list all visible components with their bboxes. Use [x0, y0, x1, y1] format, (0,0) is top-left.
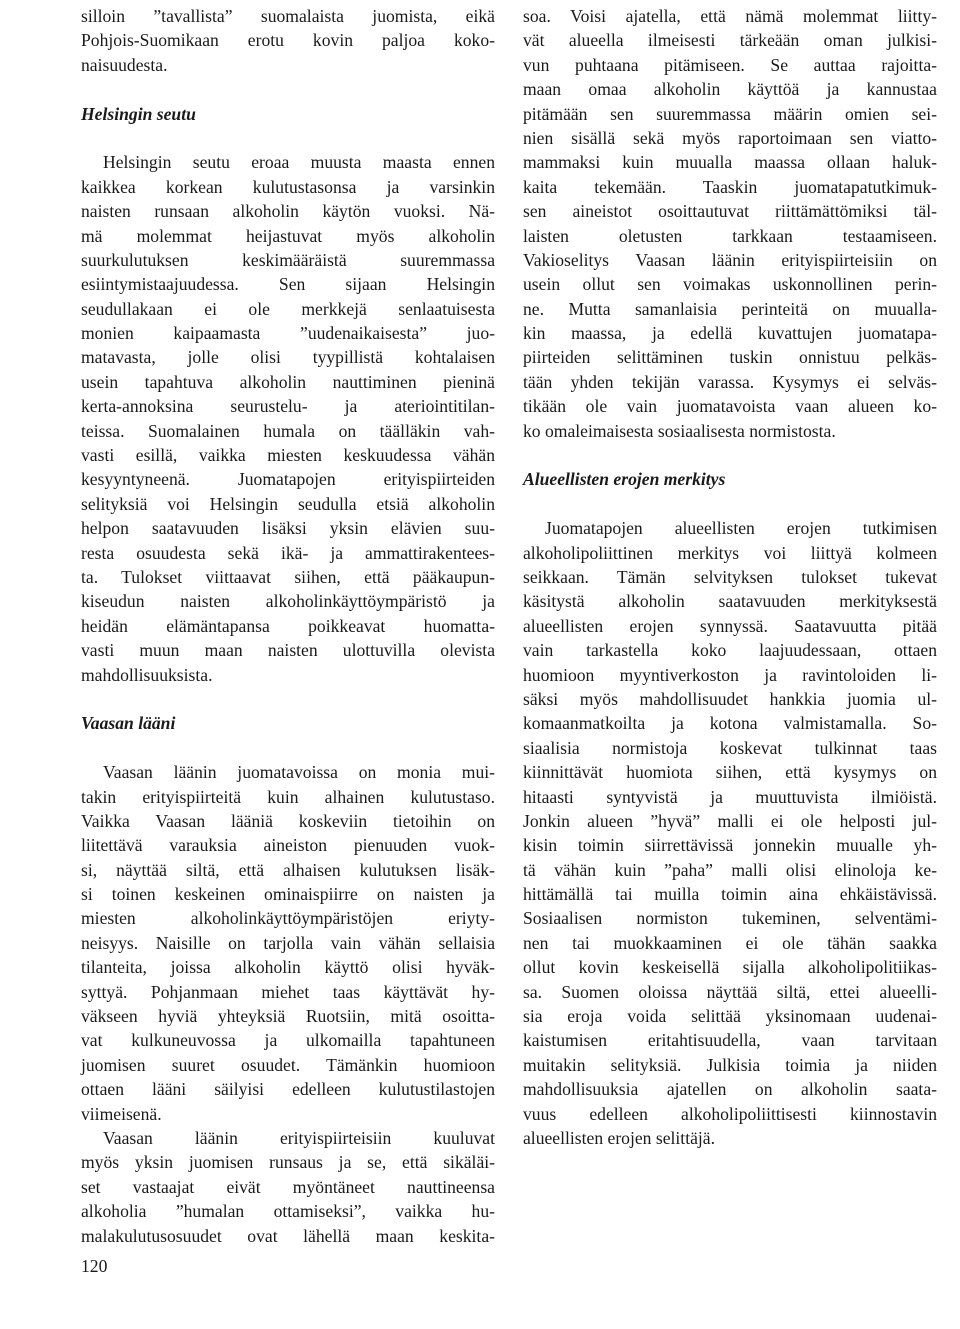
text-line: kaistumisen eritahtisuudella, vaan tarvitaan: [523, 1030, 937, 1051]
text-line: myös yksin juomisen runsaus ja se, että sikäläi-: [81, 1152, 495, 1173]
section-heading-vaasa: Vaasan lääni: [81, 713, 176, 734]
text-line: malakulutusosuudet ovat lähellä maan keskita-: [81, 1225, 495, 1246]
text-line: esiintymistaajuudessa. Sen sijaan Helsingin: [81, 274, 495, 295]
text-line: heidän elämäntapansa poikkeavat huomatta-: [81, 615, 495, 636]
text-line: alkoholipoliittinen merkitys voi liittyä kolmeen: [523, 542, 937, 563]
text-line: nien sisällä sekä myös raportoimaan sen viatto-: [523, 127, 937, 148]
text-line: Vaasan läänin erityispiirteisiin kuuluvat: [103, 1127, 495, 1148]
text-line: hitaasti syntyvistä ja muuttuvista ilmiöistä.: [523, 786, 937, 807]
text-line: mä molemmat heijastuvat myös alkoholin: [81, 225, 495, 246]
left-column: [81, 4, 495, 1248]
text-line: tilanteita, joissa alkoholin käyttö olisi hyväk-: [81, 957, 495, 978]
text-line: mahdollisuuksista.: [81, 664, 213, 685]
text-line: takin erityispiirteitä kuin alhainen kulutustaso.: [81, 786, 495, 807]
text-line: komaanmatkoilta ja kotona valmistamalla. So-: [523, 713, 937, 734]
text-line: suurkulutuksen keskimääräistä suuremmassa: [81, 249, 495, 270]
helsinki-paragraph: [81, 150, 495, 687]
intro-paragraph: [81, 4, 495, 77]
text-line: ne. Mutta samanlaisia perinteitä on muualla-: [523, 298, 937, 319]
text-line: sia eroja voida selittää yksinomaan uudenai-: [523, 1006, 937, 1027]
text-line: miesten alkoholinkäyttöympäristöjen eriyty-: [81, 908, 495, 929]
text-line: juomisen suuret osuudet. Tämänkin huomioon: [81, 1054, 495, 1075]
text-line: naisuudesta.: [81, 54, 168, 75]
text-line: ottaen lääni säilyisi edelleen kulutustilastojen: [81, 1079, 495, 1100]
text-line: alueellisten erojen synnyssä. Saatavuutta pitää: [523, 615, 937, 636]
text-line: seudullakaan ei ole merkkejä senlaatuisesta: [81, 298, 495, 319]
text-line: seikkaan. Tämän selvityksen tulokset tukevat: [523, 566, 937, 587]
text-line: tikään ole vain juomatavoista vaan alueen ko-: [523, 396, 937, 417]
section-heading-significance: Alueellisten erojen merkitys: [523, 469, 726, 490]
page-number: 120: [81, 1256, 108, 1276]
text-line: silloin ”tavallista” suomalaista juomista, eikä: [81, 6, 495, 26]
text-line: kaita tekemään. Taaskin juomatapatutkimuk-: [523, 176, 937, 197]
text-line: vat kulkuneuvossa ja ulkomailla tapahtuneen: [81, 1030, 495, 1051]
text-line: vasti muun maan naisten ulottuvilla olevista: [81, 640, 495, 661]
vaasa-paragraph-1: [81, 760, 495, 1126]
text-line: huomioon myyntiverkoston ja ravintoloiden li-: [523, 664, 937, 685]
text-line: väkseen hyviä yhteyksiä Ruotsiin, mitä osoitta-: [81, 1006, 495, 1027]
text-line: Sosiaalisen normiston tukeminen, selventämi-: [523, 908, 937, 929]
text-line: alkoholia ”humalan ottamiseksi”, vaikka hu-: [81, 1201, 495, 1222]
text-line: helpon saatavuuden lisäksi yksin elävien suu-: [81, 518, 495, 539]
text-line: kiinnittävät huomiota siihen, että kysymys on: [523, 762, 937, 783]
text-line: maan omaa alkoholin käyttöä ja kannustaa: [523, 79, 937, 100]
text-line: liitettävä varauksia aineiston pienuuden vuok-: [81, 835, 495, 856]
section-heading-helsinki: Helsingin seutu: [81, 103, 196, 124]
text-line: kesyyntyneenä. Juomatapojen erityispiirteiden: [81, 469, 495, 490]
text-line: kerta-annoksina seurustelu- ja ateriointitilan-: [81, 396, 495, 417]
text-line: set vastaajat eivät myöntäneet nauttineensa: [81, 1176, 495, 1197]
text-line: Jonkin alueen ”hyvä” malli ei ole helposti jul-: [523, 810, 937, 831]
text-line: viimeisenä.: [81, 1103, 162, 1124]
text-line: pitämään sen suuremmassa määrin omien sei-: [523, 103, 937, 124]
text-line: kiseudun naisten alkoholinkäyttöympäristö ja: [81, 591, 495, 612]
text-line: monien kaipaamasta ”uudenaikaisesta” juo-: [81, 323, 495, 344]
text-line: Vaasan läänin juomatavoissa on monia mui-: [103, 762, 495, 783]
text-line: piirteiden selittäminen tuskin onnistuu pelkäs-: [523, 347, 937, 368]
text-line: naisten runsaan alkoholin käytön vuoksi. Nä-: [81, 201, 495, 222]
text-line: vasti esillä, vaikka miesten keskuudessa vähän: [81, 445, 495, 466]
text-line: kin maassa, ja edellä kuvattujen juomatapa-: [523, 323, 937, 344]
text-line: Helsingin seutu eroaa muusta maasta ennen: [103, 152, 495, 173]
text-line: vain tarkastella koko laajuudessaan, ottaen: [523, 640, 937, 661]
text-line: usein ollut sen voimakas uskonnollinen perin-: [523, 274, 937, 295]
continuation-paragraph: [523, 4, 937, 443]
text-line: Pohjois-Suomikaan erotu kovin paljoa koko-: [81, 30, 495, 51]
text-line: resta osuudesta sekä ikä- ja ammattirakentees-: [81, 542, 495, 563]
right-column: [523, 4, 937, 1150]
text-line: laisten oletusten tarkkaan testaamiseen.: [523, 225, 937, 246]
text-line: Vaikka Vaasan lääniä koskeviin tietoihin on: [81, 810, 495, 831]
text-line: vuus edelleen alkoholipoliittisesti kiinnostavin: [523, 1103, 937, 1124]
vaasa-paragraph-2: [81, 1126, 495, 1248]
text-line: ta. Tulokset viittaavat siihen, että pääkaupun-: [81, 566, 495, 587]
text-line: käsitystä alkoholin saatavuuden merkityksestä: [523, 591, 937, 612]
text-line: ollut kovin keskeisellä sijalla alkoholipolitiikas-: [523, 957, 937, 978]
text-line: neisyys. Naisille on tarjolla vain vähän sellaisia: [81, 932, 495, 953]
text-line: mammaksi kuin muualla maassa ollaan haluk-: [523, 152, 937, 173]
text-line: ko omaleimaisesta sosiaalisesta normistosta.: [523, 420, 836, 441]
text-line: kisin toimin siirrettävissä jonnekin muualle yh-: [523, 835, 937, 856]
text-line: mahdollisuuksia ajatellen on alkoholin saata-: [523, 1079, 937, 1100]
text-line: sa. Suomen oloissa näyttää siltä, ettei alueelli-: [523, 981, 937, 1002]
text-line: matavasta, jolle olisi tyypillistä kohtalaisen: [81, 347, 495, 368]
text-line: nen tai muokkaaminen ei ole tähän saakka: [523, 932, 937, 953]
text-line: alueellisten erojen selittäjä.: [523, 1127, 715, 1148]
significance-paragraph: [523, 516, 937, 1150]
text-line: muitakin selityksiä. Julkisia toimia ja niiden: [523, 1054, 937, 1075]
text-line: vät alueella ilmeisesti tärkeään oman julkisi-: [523, 30, 937, 51]
text-line: siaalisia normistoja koskevat tulkinnat taas: [523, 737, 937, 758]
text-line: usein tapahtuva alkoholin nauttiminen pieninä: [81, 371, 495, 392]
text-line: soa. Voisi ajatella, että nämä molemmat liitty-: [523, 6, 937, 26]
text-line: säksi myös mahdollisuudet hankkia juomia ul-: [523, 688, 937, 709]
text-line: si toinen keskeinen ominaispiirre on naisten ja: [81, 884, 495, 905]
text-line: tä vähän kuin ”paha” malli olisi elinoloja ke-: [523, 859, 937, 880]
text-line: selityksiä voi Helsingin seudulla etsiä alkoholin: [81, 493, 495, 514]
text-line: si, näyttää siltä, että alhaisen kulutuksen lisäk-: [81, 859, 495, 880]
text-line: sen aineistot osoittautuvat riittämättömiksi täl-: [523, 201, 937, 222]
text-line: syttyä. Pohjanmaan miehet taas käyttävät hy-: [81, 981, 495, 1002]
text-line: tään yhden tekijän varassa. Kysymys ei selväs-: [523, 371, 937, 392]
text-line: kaikkea korkean kulutustasonsa ja varsinkin: [81, 176, 495, 197]
text-line: vun puhtaana pitämiseen. Se auttaa rajoitta-: [523, 54, 937, 75]
text-line: Vakioselitys Vaasan läänin erityispiirteisiin on: [523, 249, 937, 270]
text-line: teissa. Suomalainen humala on täälläkin vah-: [81, 420, 495, 441]
text-line: Juomatapojen alueellisten erojen tutkimisen: [545, 518, 937, 539]
text-line: hittämällä tai muilla toimin aina ehkäistävissä.: [523, 884, 937, 905]
